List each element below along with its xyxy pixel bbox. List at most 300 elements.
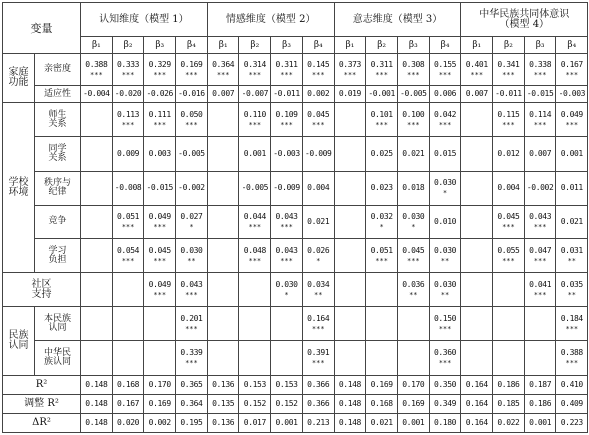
significance-stars: *	[442, 189, 448, 198]
coefficient-cell	[81, 137, 113, 171]
coefficient-cell	[81, 341, 113, 375]
coefficient-value: -0.009	[273, 183, 300, 193]
significance-stars: ***	[470, 70, 484, 79]
coefficient-cell	[461, 137, 493, 171]
significance-stars: ***	[280, 120, 293, 129]
summary-label: ΔR²	[3, 413, 81, 432]
coefficient-cell	[207, 171, 239, 205]
summary-value-cell: 0.001	[397, 413, 429, 432]
coefficient-cell	[112, 238, 144, 272]
summary-value-cell: 0.148	[81, 394, 113, 413]
coefficient-cell	[366, 103, 398, 137]
coefficient-cell	[112, 205, 144, 238]
coefficient-value: 0.115	[497, 109, 520, 119]
coefficient-cell	[81, 205, 113, 238]
coefficient-cell	[207, 137, 239, 171]
coefficient-cell	[271, 273, 303, 307]
coefficient-cell	[81, 273, 113, 307]
significance-stars: ***	[248, 256, 262, 265]
significance-stars: ***	[280, 222, 293, 231]
coefficient-value: 0.021	[402, 148, 425, 158]
coefficient-cell	[461, 273, 493, 307]
summary-value-cell: 0.017	[239, 413, 271, 432]
coefficient-value: 0.167	[560, 59, 583, 69]
significance-stars: ***	[121, 70, 135, 79]
coefficient-value: 0.030	[275, 279, 298, 289]
significance-stars: ***	[153, 120, 167, 129]
coefficient-cell	[207, 307, 239, 341]
beta-header-cell: β₂	[493, 37, 525, 54]
summary-label: 调整 R²	[3, 394, 81, 413]
significance-stars: ***	[502, 70, 515, 79]
coefficient-cell	[112, 341, 144, 375]
coefficient-cell	[207, 341, 239, 375]
coefficient-cell	[239, 103, 271, 137]
coefficient-value: 0.003	[148, 148, 171, 158]
coefficient-cell	[176, 103, 208, 137]
coefficient-cell	[176, 205, 208, 238]
coefficient-cell	[556, 171, 588, 205]
summary-value-cell: 0.185	[493, 394, 525, 413]
coefficient-cell	[271, 171, 303, 205]
beta-header-cell: β₂	[366, 37, 398, 54]
coefficient-cell	[176, 341, 208, 375]
regression-table	[2, 2, 588, 433]
coefficient-cell	[524, 307, 556, 341]
coefficient-cell	[524, 137, 556, 171]
summary-value-cell: 0.366	[302, 394, 334, 413]
coefficient-cell	[524, 54, 556, 86]
coefficient-cell	[366, 171, 398, 205]
beta-header-cell: β₂	[112, 37, 144, 54]
beta-header-cell: β₄	[556, 37, 588, 54]
coefficient-value: 0.010	[433, 216, 457, 226]
significance-stars: ***	[121, 256, 135, 265]
coefficient-cell	[397, 171, 429, 205]
coefficient-value: 0.001	[560, 148, 583, 158]
coefficient-value: 0.045	[497, 211, 520, 221]
coefficient-value: -0.003	[558, 89, 586, 99]
coefficient-cell	[144, 205, 176, 238]
significance-stars: ***	[153, 222, 167, 231]
coefficient-value: -0.005	[241, 183, 269, 193]
coefficient-cell	[556, 238, 588, 272]
table-row	[3, 103, 588, 137]
coefficient-value: 0.044	[243, 211, 266, 221]
coefficient-value: 0.045	[148, 245, 171, 255]
coefficient-value: 0.364	[212, 59, 235, 69]
coefficient-cell	[429, 54, 461, 86]
coefficient-value: 0.391	[307, 348, 330, 358]
coefficient-cell	[334, 86, 366, 103]
coefficient-value: 0.047	[529, 245, 552, 255]
summary-value-cell: 0.022	[493, 413, 525, 432]
summary-value-cell: 0.350	[429, 375, 461, 394]
coefficient-value: 0.049	[560, 109, 583, 119]
coefficient-cell	[239, 205, 271, 238]
row-label: 同学 关系	[35, 137, 81, 171]
significance-stars: ***	[121, 120, 135, 129]
coefficient-value: 0.314	[243, 59, 266, 69]
significance-stars: *	[284, 290, 289, 299]
coefficient-value: 0.311	[275, 59, 298, 69]
coefficient-cell	[207, 205, 239, 238]
beta-header-cell: β₃	[144, 37, 176, 54]
coefficient-cell	[334, 238, 366, 272]
coefficient-value: -0.003	[273, 148, 300, 158]
coefficient-value: 0.110	[243, 109, 266, 119]
coefficient-cell	[556, 273, 588, 307]
coefficient-cell	[176, 273, 208, 307]
coefficient-cell	[493, 103, 525, 137]
table-row	[3, 171, 588, 205]
significance-stars: ***	[533, 120, 547, 129]
coefficient-cell	[271, 307, 303, 341]
coefficient-cell	[207, 86, 239, 103]
coefficient-value: 0.034	[307, 279, 330, 289]
significance-stars: ***	[121, 222, 135, 231]
coefficient-value: 0.100	[402, 109, 425, 119]
group-label-family: 家庭 功能	[3, 54, 35, 103]
significance-stars: ***	[438, 324, 452, 333]
row-label: 师生 关系	[35, 103, 81, 137]
significance-stars: **	[440, 290, 450, 299]
coefficient-cell	[429, 205, 461, 238]
coefficient-cell	[334, 171, 366, 205]
summary-row	[3, 375, 588, 394]
coefficient-value: 0.164	[307, 313, 330, 323]
significance-stars: *	[189, 222, 194, 231]
coefficient-value: 0.023	[370, 183, 393, 193]
significance-stars: ***	[153, 256, 167, 265]
coefficient-cell	[271, 205, 303, 238]
summary-value-cell: 0.169	[144, 394, 176, 413]
row-label: 本民族 认同	[35, 307, 81, 341]
coefficient-cell	[239, 54, 271, 86]
summary-value-cell: 0.170	[397, 375, 429, 394]
row-label: 适应性	[35, 86, 81, 103]
coefficient-cell	[334, 273, 366, 307]
coefficient-cell	[334, 137, 366, 171]
coefficient-value: -0.011	[495, 89, 522, 99]
coefficient-value: 0.042	[433, 109, 457, 119]
coefficient-value: 0.329	[148, 59, 171, 69]
coefficient-value: 0.025	[370, 148, 393, 158]
coefficient-value: 0.114	[529, 109, 552, 119]
coefficient-cell	[493, 171, 525, 205]
coefficient-cell	[176, 86, 208, 103]
coefficient-cell	[239, 137, 271, 171]
coefficient-value: 0.002	[307, 89, 330, 99]
coefficient-cell	[112, 273, 144, 307]
coefficient-cell	[176, 238, 208, 272]
coefficient-cell	[302, 341, 334, 375]
model-header-row	[3, 3, 588, 37]
table-row	[3, 205, 588, 238]
significance-stars: ***	[406, 120, 420, 129]
coefficient-cell	[334, 307, 366, 341]
coefficient-value: 0.049	[148, 211, 171, 221]
coefficient-value: 0.308	[402, 59, 425, 69]
coefficient-cell	[334, 341, 366, 375]
coefficient-value: -0.004	[83, 89, 110, 99]
coefficient-value: 0.155	[433, 59, 457, 69]
coefficient-value: 0.030	[433, 245, 457, 255]
significance-stars: ***	[311, 120, 325, 129]
significance-stars: ***	[185, 120, 198, 129]
summary-value-cell: 0.364	[176, 394, 208, 413]
summary-value-cell: 0.152	[271, 394, 303, 413]
coefficient-cell	[493, 341, 525, 375]
coefficient-cell	[397, 86, 429, 103]
coefficient-value: 0.027	[180, 211, 203, 221]
summary-value-cell: 0.213	[302, 413, 334, 432]
coefficient-value: 0.169	[180, 59, 203, 69]
coefficient-cell	[524, 341, 556, 375]
group-label-school: 学校 环境	[3, 103, 35, 273]
coefficient-cell	[112, 171, 144, 205]
coefficient-value: 0.048	[243, 245, 266, 255]
beta-header-cell: β₄	[429, 37, 461, 54]
significance-stars: **	[567, 290, 577, 299]
summary-value-cell: 0.180	[429, 413, 461, 432]
coefficient-cell	[366, 238, 398, 272]
coefficient-cell	[366, 341, 398, 375]
coefficient-cell	[493, 137, 525, 171]
coefficient-value: 0.338	[529, 59, 552, 69]
summary-value-cell: 0.195	[176, 413, 208, 432]
model-4-header: 中华民族共同体意识（模型 4）	[461, 3, 588, 37]
coefficient-value: -0.002	[526, 183, 554, 193]
coefficient-cell	[524, 171, 556, 205]
significance-stars: ***	[248, 70, 262, 79]
beta-header-cell: β₃	[271, 37, 303, 54]
summary-value-cell: 0.153	[271, 375, 303, 394]
coefficient-cell	[429, 103, 461, 137]
coefficient-value: 0.109	[275, 109, 298, 119]
coefficient-value: 0.341	[497, 59, 520, 69]
coefficient-value: 0.101	[370, 109, 393, 119]
row-label: 亲密度	[35, 54, 81, 86]
coefficient-cell	[112, 86, 144, 103]
coefficient-value: 0.018	[402, 183, 425, 193]
coefficient-cell	[176, 54, 208, 86]
significance-stars: ***	[185, 359, 198, 368]
beta-header-row	[3, 37, 588, 54]
row-label: 中华民 族认同	[35, 341, 81, 375]
significance-stars: **	[567, 256, 577, 265]
coefficient-value: 0.030	[180, 245, 203, 255]
coefficient-cell	[81, 307, 113, 341]
coefficient-value: 0.035	[560, 279, 583, 289]
coefficient-value: -0.007	[241, 89, 269, 99]
summary-value-cell: 0.187	[524, 375, 556, 394]
coefficient-cell	[239, 307, 271, 341]
coefficient-cell	[461, 238, 493, 272]
summary-value-cell: 0.001	[524, 413, 556, 432]
summary-value-cell: 0.167	[112, 394, 144, 413]
summary-value-cell: 0.002	[144, 413, 176, 432]
coefficient-cell	[461, 205, 493, 238]
table-row	[3, 54, 588, 86]
coefficient-cell	[334, 205, 366, 238]
significance-stars: *	[411, 222, 416, 231]
coefficient-cell	[271, 54, 303, 86]
coefficient-value: 0.360	[433, 348, 457, 358]
significance-stars: *	[316, 256, 321, 265]
coefficient-cell	[271, 341, 303, 375]
group-label-community: 社区 支持	[3, 273, 81, 307]
significance-stars: ***	[343, 70, 357, 79]
coefficient-cell	[556, 137, 588, 171]
coefficient-value: 0.051	[116, 211, 140, 221]
significance-stars: ***	[375, 70, 388, 79]
coefficient-value: 0.001	[243, 148, 266, 158]
coefficient-value: 0.051	[370, 245, 393, 255]
coefficient-cell	[176, 171, 208, 205]
summary-value-cell: 0.168	[112, 375, 144, 394]
significance-stars: ***	[153, 290, 167, 299]
summary-value-cell: 0.148	[334, 394, 366, 413]
coefficient-cell	[239, 238, 271, 272]
summary-value-cell: 0.164	[461, 375, 493, 394]
significance-stars: ***	[502, 222, 515, 231]
significance-stars: ***	[533, 222, 547, 231]
coefficient-value: 0.007	[465, 89, 488, 99]
coefficient-cell	[302, 137, 334, 171]
coefficient-cell	[556, 205, 588, 238]
coefficient-value: -0.005	[400, 89, 427, 99]
significance-stars: ***	[565, 70, 579, 79]
coefficient-value: 0.041	[529, 279, 552, 289]
coefficient-cell	[524, 103, 556, 137]
coefficient-value: 0.004	[307, 183, 330, 193]
coefficient-cell	[461, 341, 493, 375]
coefficient-value: 0.019	[338, 89, 361, 99]
table-row	[3, 137, 588, 171]
coefficient-cell	[334, 103, 366, 137]
coefficient-cell	[144, 103, 176, 137]
coefficient-value: 0.184	[560, 313, 583, 323]
table-row	[3, 307, 588, 341]
significance-stars: ***	[280, 70, 293, 79]
coefficient-cell	[493, 86, 525, 103]
coefficient-cell	[461, 54, 493, 86]
model-2-header: 情感维度（模型 2）	[207, 3, 334, 37]
coefficient-cell	[271, 137, 303, 171]
coefficient-cell	[239, 86, 271, 103]
coefficient-value: 0.026	[307, 245, 330, 255]
coefficient-cell	[429, 86, 461, 103]
beta-header-cell: β₃	[397, 37, 429, 54]
significance-stars: ***	[153, 70, 167, 79]
coefficient-cell	[461, 171, 493, 205]
coefficient-cell	[112, 54, 144, 86]
group-label-identity: 民族 认同	[3, 307, 35, 375]
coefficient-cell	[493, 273, 525, 307]
significance-stars: ***	[406, 70, 420, 79]
coefficient-cell	[271, 103, 303, 137]
beta-header-cell: β₂	[239, 37, 271, 54]
significance-stars: ***	[438, 120, 452, 129]
coefficient-value: 0.055	[497, 245, 520, 255]
coefficient-value: 0.050	[180, 109, 203, 119]
coefficient-value: 0.045	[402, 245, 425, 255]
significance-stars: ***	[280, 256, 293, 265]
summary-value-cell: 0.136	[207, 413, 239, 432]
coefficient-cell	[556, 54, 588, 86]
coefficient-cell	[81, 54, 113, 86]
coefficient-value: -0.015	[526, 89, 554, 99]
coefficient-cell	[144, 171, 176, 205]
coefficient-cell	[397, 307, 429, 341]
significance-stars: ***	[185, 324, 198, 333]
coefficient-cell	[556, 341, 588, 375]
coefficient-cell	[176, 137, 208, 171]
coefficient-value: 0.145	[307, 59, 330, 69]
coefficient-cell	[429, 238, 461, 272]
significance-stars: **	[409, 290, 418, 299]
coefficient-value: 0.339	[180, 348, 203, 358]
coefficient-cell	[144, 137, 176, 171]
row-label: 学习 负担	[35, 238, 81, 272]
coefficient-cell	[524, 205, 556, 238]
summary-value-cell: 0.148	[334, 413, 366, 432]
summary-value-cell: 0.409	[556, 394, 588, 413]
summary-value-cell: 0.148	[81, 375, 113, 394]
coefficient-value: 0.388	[560, 348, 583, 358]
variable-header: 变量	[3, 3, 81, 54]
coefficient-cell	[366, 205, 398, 238]
significance-stars: ***	[533, 256, 547, 265]
beta-header-cell: β₄	[302, 37, 334, 54]
coefficient-value: 0.333	[116, 59, 140, 69]
beta-header-cell: β₃	[524, 37, 556, 54]
summary-value-cell: 0.135	[207, 394, 239, 413]
coefficient-cell	[524, 273, 556, 307]
coefficient-cell	[81, 103, 113, 137]
coefficient-value: -0.020	[114, 89, 142, 99]
beta-header-cell: β₁	[207, 37, 239, 54]
summary-label: R²	[3, 375, 81, 394]
coefficient-value: 0.007	[212, 89, 235, 99]
beta-header-cell: β₄	[176, 37, 208, 54]
coefficient-cell	[429, 341, 461, 375]
coefficient-cell	[397, 238, 429, 272]
coefficient-cell	[239, 171, 271, 205]
significance-stars: ***	[565, 324, 579, 333]
significance-stars: ***	[90, 70, 103, 79]
coefficient-value: 0.043	[275, 211, 298, 221]
model-3-header: 意志维度（模型 3）	[334, 3, 461, 37]
coefficient-cell	[302, 86, 334, 103]
significance-stars: ***	[533, 70, 547, 79]
beta-header-cell: β₁	[81, 37, 113, 54]
coefficient-cell	[302, 205, 334, 238]
coefficient-cell	[81, 86, 113, 103]
summary-value-cell: 0.168	[366, 394, 398, 413]
coefficient-value: 0.006	[433, 89, 457, 99]
significance-stars: ***	[248, 222, 262, 231]
coefficient-value: 0.021	[560, 216, 583, 226]
coefficient-cell	[239, 273, 271, 307]
coefficient-value: -0.009	[304, 148, 332, 158]
summary-value-cell: 0.169	[397, 394, 429, 413]
coefficient-cell	[271, 86, 303, 103]
summary-value-cell: 0.164	[461, 413, 493, 432]
coefficient-cell	[366, 86, 398, 103]
coefficient-cell	[239, 341, 271, 375]
